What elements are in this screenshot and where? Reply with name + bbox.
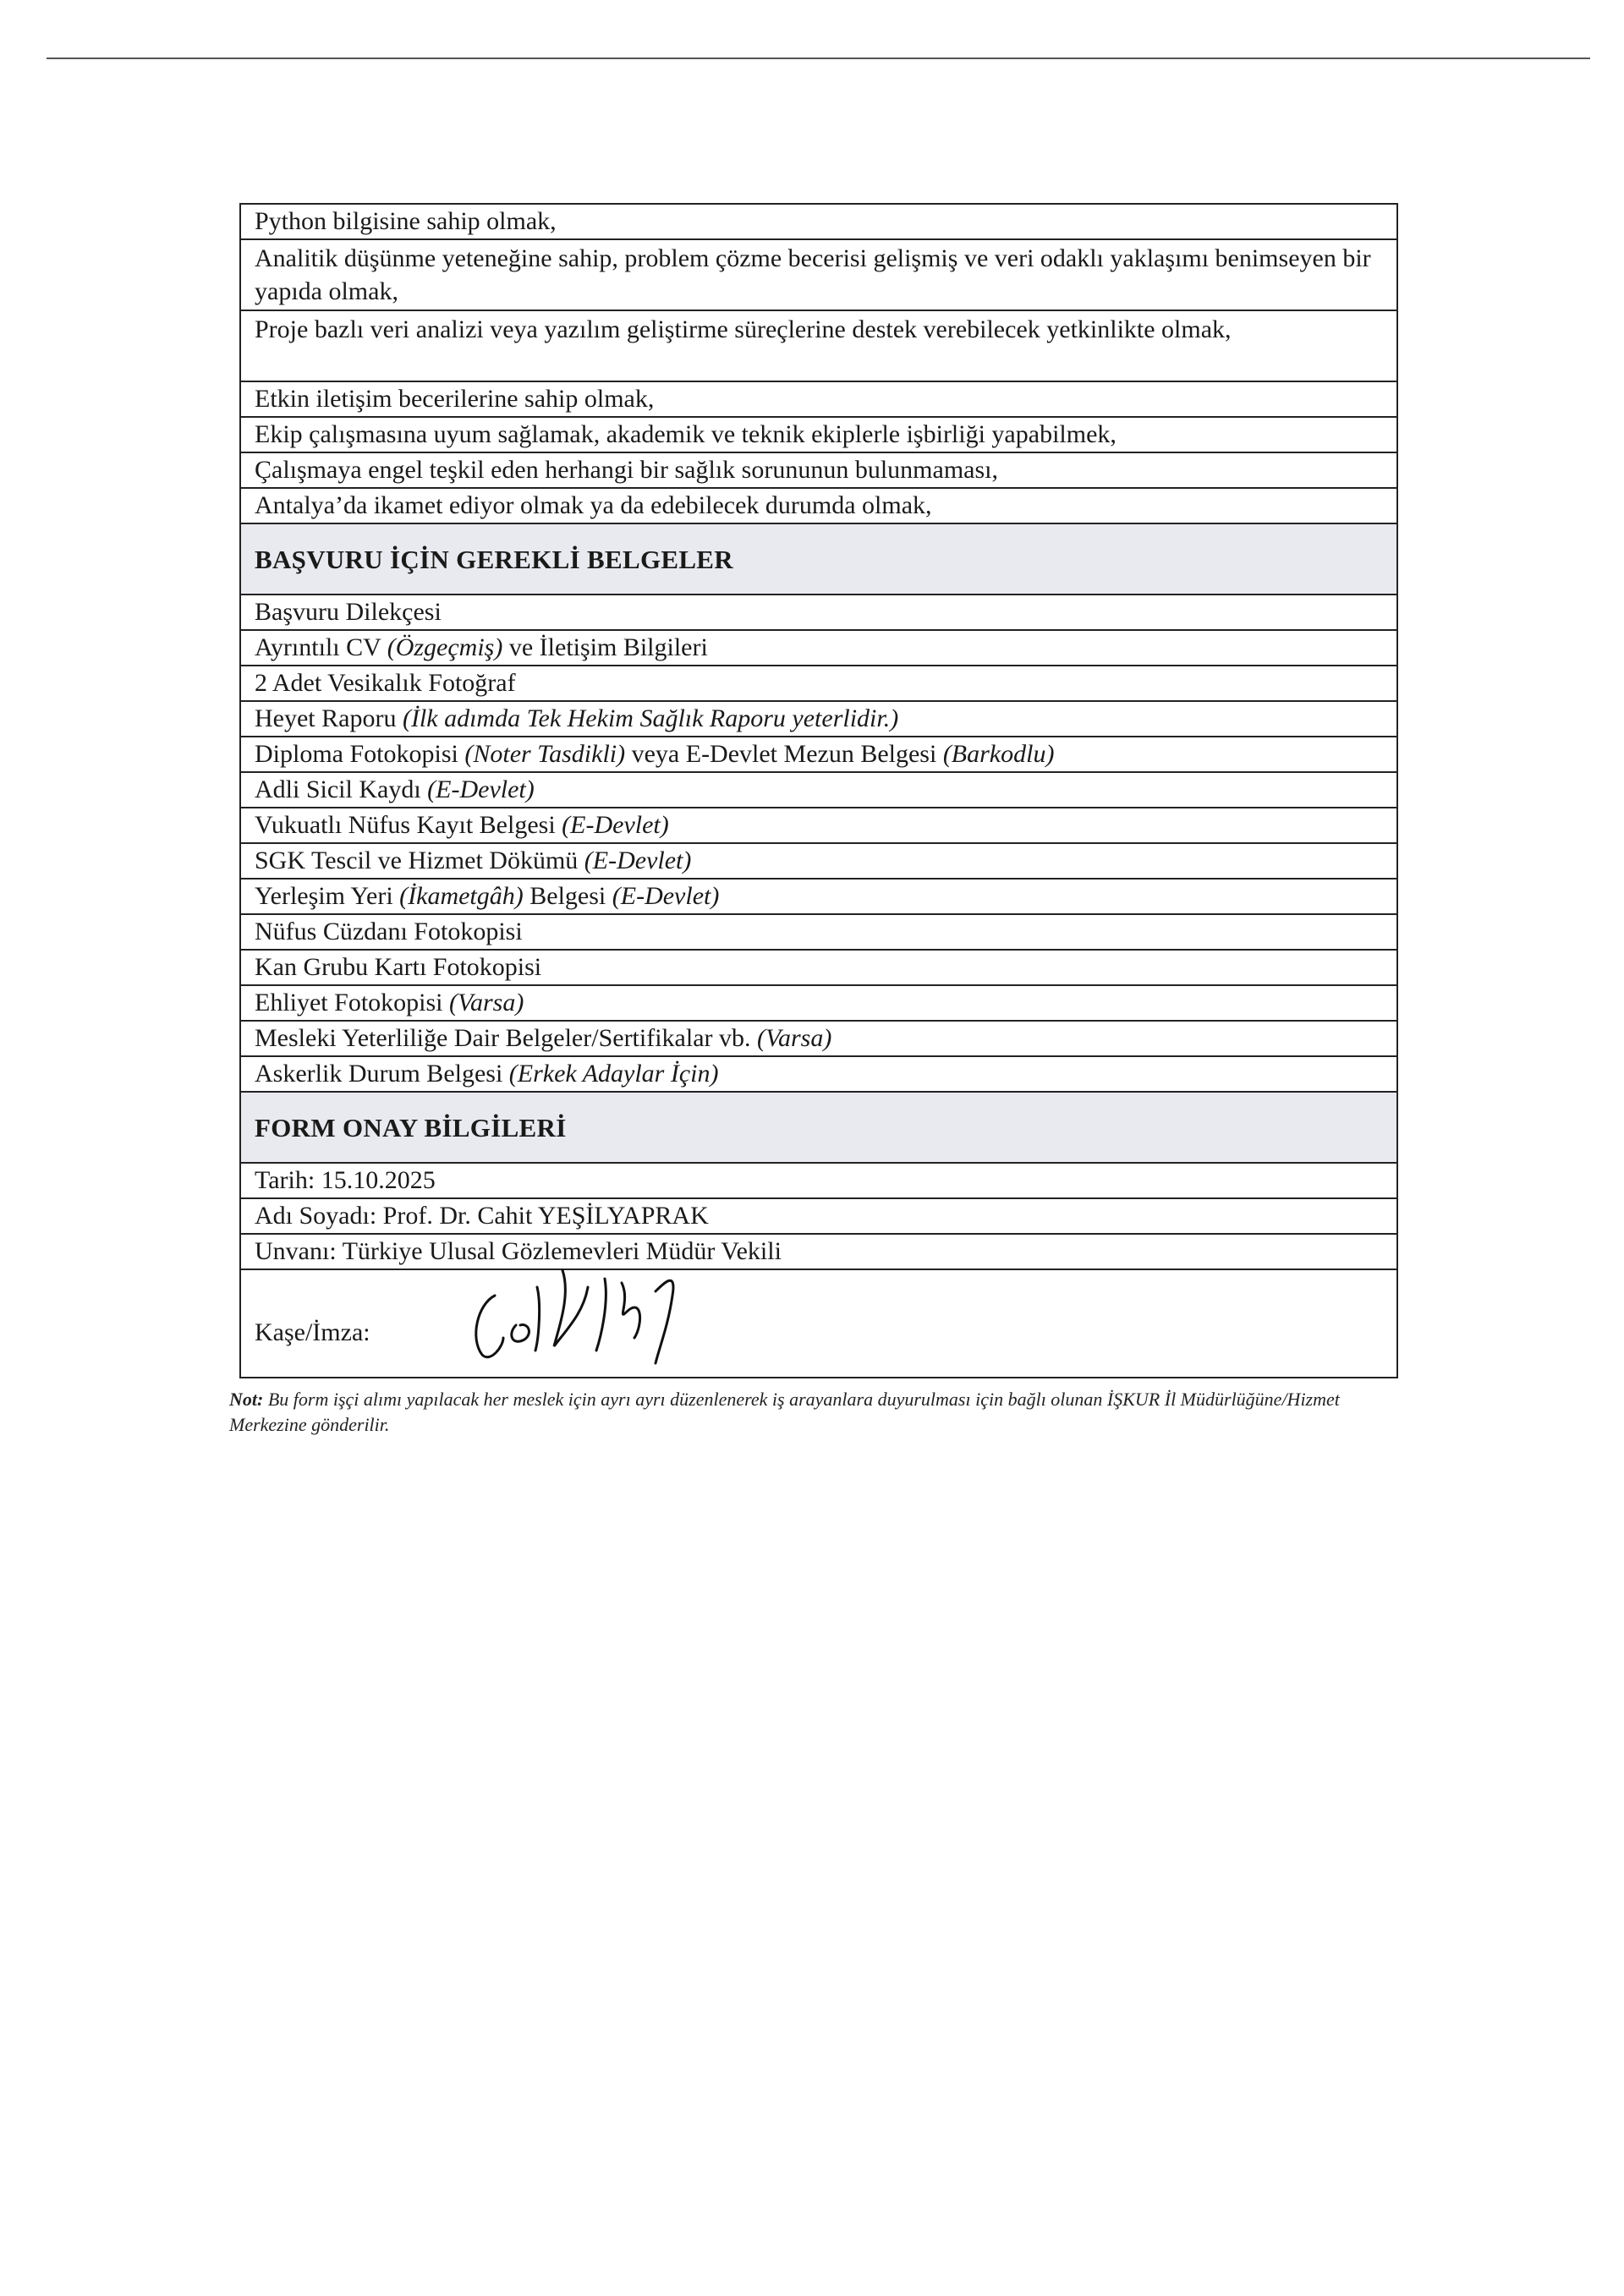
document-row: 2 Adet Vesikalık Fotoğraf xyxy=(241,666,1396,702)
approval-name: Adı Soyadı: Prof. Dr. Cahit YEŞİLYAPRAK xyxy=(241,1199,1396,1235)
handwritten-signature xyxy=(444,1245,782,1372)
document-row: Yerleşim Yeri (İkametgâh) Belgesi (E-Devlet) xyxy=(241,879,1396,915)
qualification-row: Çalışmaya engel teşkil eden herhangi bir sağlık sorununun bulunmaması, xyxy=(241,453,1396,489)
footnote: Not: Bu form işçi alımı yapılacak her meslek için ayrı ayrı düzenlenerek iş arayanlara duyurulması için bağlı olunan İŞKUR İl Müdürlüğüne/Hizmet Merkezine gönderilir. xyxy=(229,1389,1340,1435)
application-form-table xyxy=(239,203,1398,1378)
document-row: SGK Tescil ve Hizmet Dökümü (E-Devlet) xyxy=(241,844,1396,879)
document-row: Ehliyet Fotokopisi (Varsa) xyxy=(241,986,1396,1022)
top-rule xyxy=(47,58,1590,59)
qualification-row: Etkin iletişim becerilerine sahip olmak, xyxy=(241,382,1396,418)
approval-section-header: FORM ONAY BİLGİLERİ xyxy=(241,1093,1396,1164)
document-row: Ayrıntılı CV (Özgeçmiş) ve İletişim Bilgileri xyxy=(241,631,1396,666)
document-row: Mesleki Yeterliliğe Dair Belgeler/Sertifikalar vb. (Varsa) xyxy=(241,1022,1396,1057)
documents-section-header: BAŞVURU İÇİN GEREKLİ BELGELER xyxy=(241,524,1396,595)
qualification-row: Python bilgisine sahip olmak, xyxy=(241,205,1396,240)
document-row: Diploma Fotokopisi (Noter Tasdikli) veya E-Devlet Mezun Belgesi (Barkodlu) xyxy=(241,737,1396,773)
qualification-row: Analitik düşünme yeteneğine sahip, problem çözme becerisi gelişmiş ve veri odaklı yaklaşımı benimseyen bir yapıda olmak, xyxy=(241,240,1396,311)
document-row: Askerlik Durum Belgesi (Erkek Adaylar İçin) xyxy=(241,1057,1396,1093)
approval-title: Unvanı: Türkiye Ulusal Gözlemevleri Müdür Vekili xyxy=(241,1235,1396,1270)
document-row: Başvuru Dilekçesi xyxy=(241,595,1396,631)
approval-date: Tarih: 15.10.2025 xyxy=(241,1164,1396,1199)
qualification-row: Ekip çalışmasına uyum sağlamak, akademik ve teknik ekiplerle işbirliği yapabilmek, xyxy=(241,418,1396,453)
document-row: Vukuatlı Nüfus Kayıt Belgesi (E-Devlet) xyxy=(241,808,1396,844)
signature-label: Kaşe/İmza: xyxy=(255,1318,370,1346)
document-row: Nüfus Cüzdanı Fotokopisi xyxy=(241,915,1396,951)
document-row: Heyet Raporu (İlk adımda Tek Hekim Sağlık Raporu yeterlidir.) xyxy=(241,702,1396,737)
qualification-row: Proje bazlı veri analizi veya yazılım geliştirme süreçlerine destek verebilecek yetkinlikte olmak, xyxy=(241,311,1396,382)
document-row: Kan Grubu Kartı Fotokopisi xyxy=(241,951,1396,986)
signature-row xyxy=(241,1270,1396,1377)
qualification-row: Antalya’da ikamet ediyor olmak ya da edebilecek durumda olmak, xyxy=(241,489,1396,524)
document-row: Adli Sicil Kaydı (E-Devlet) xyxy=(241,773,1396,808)
